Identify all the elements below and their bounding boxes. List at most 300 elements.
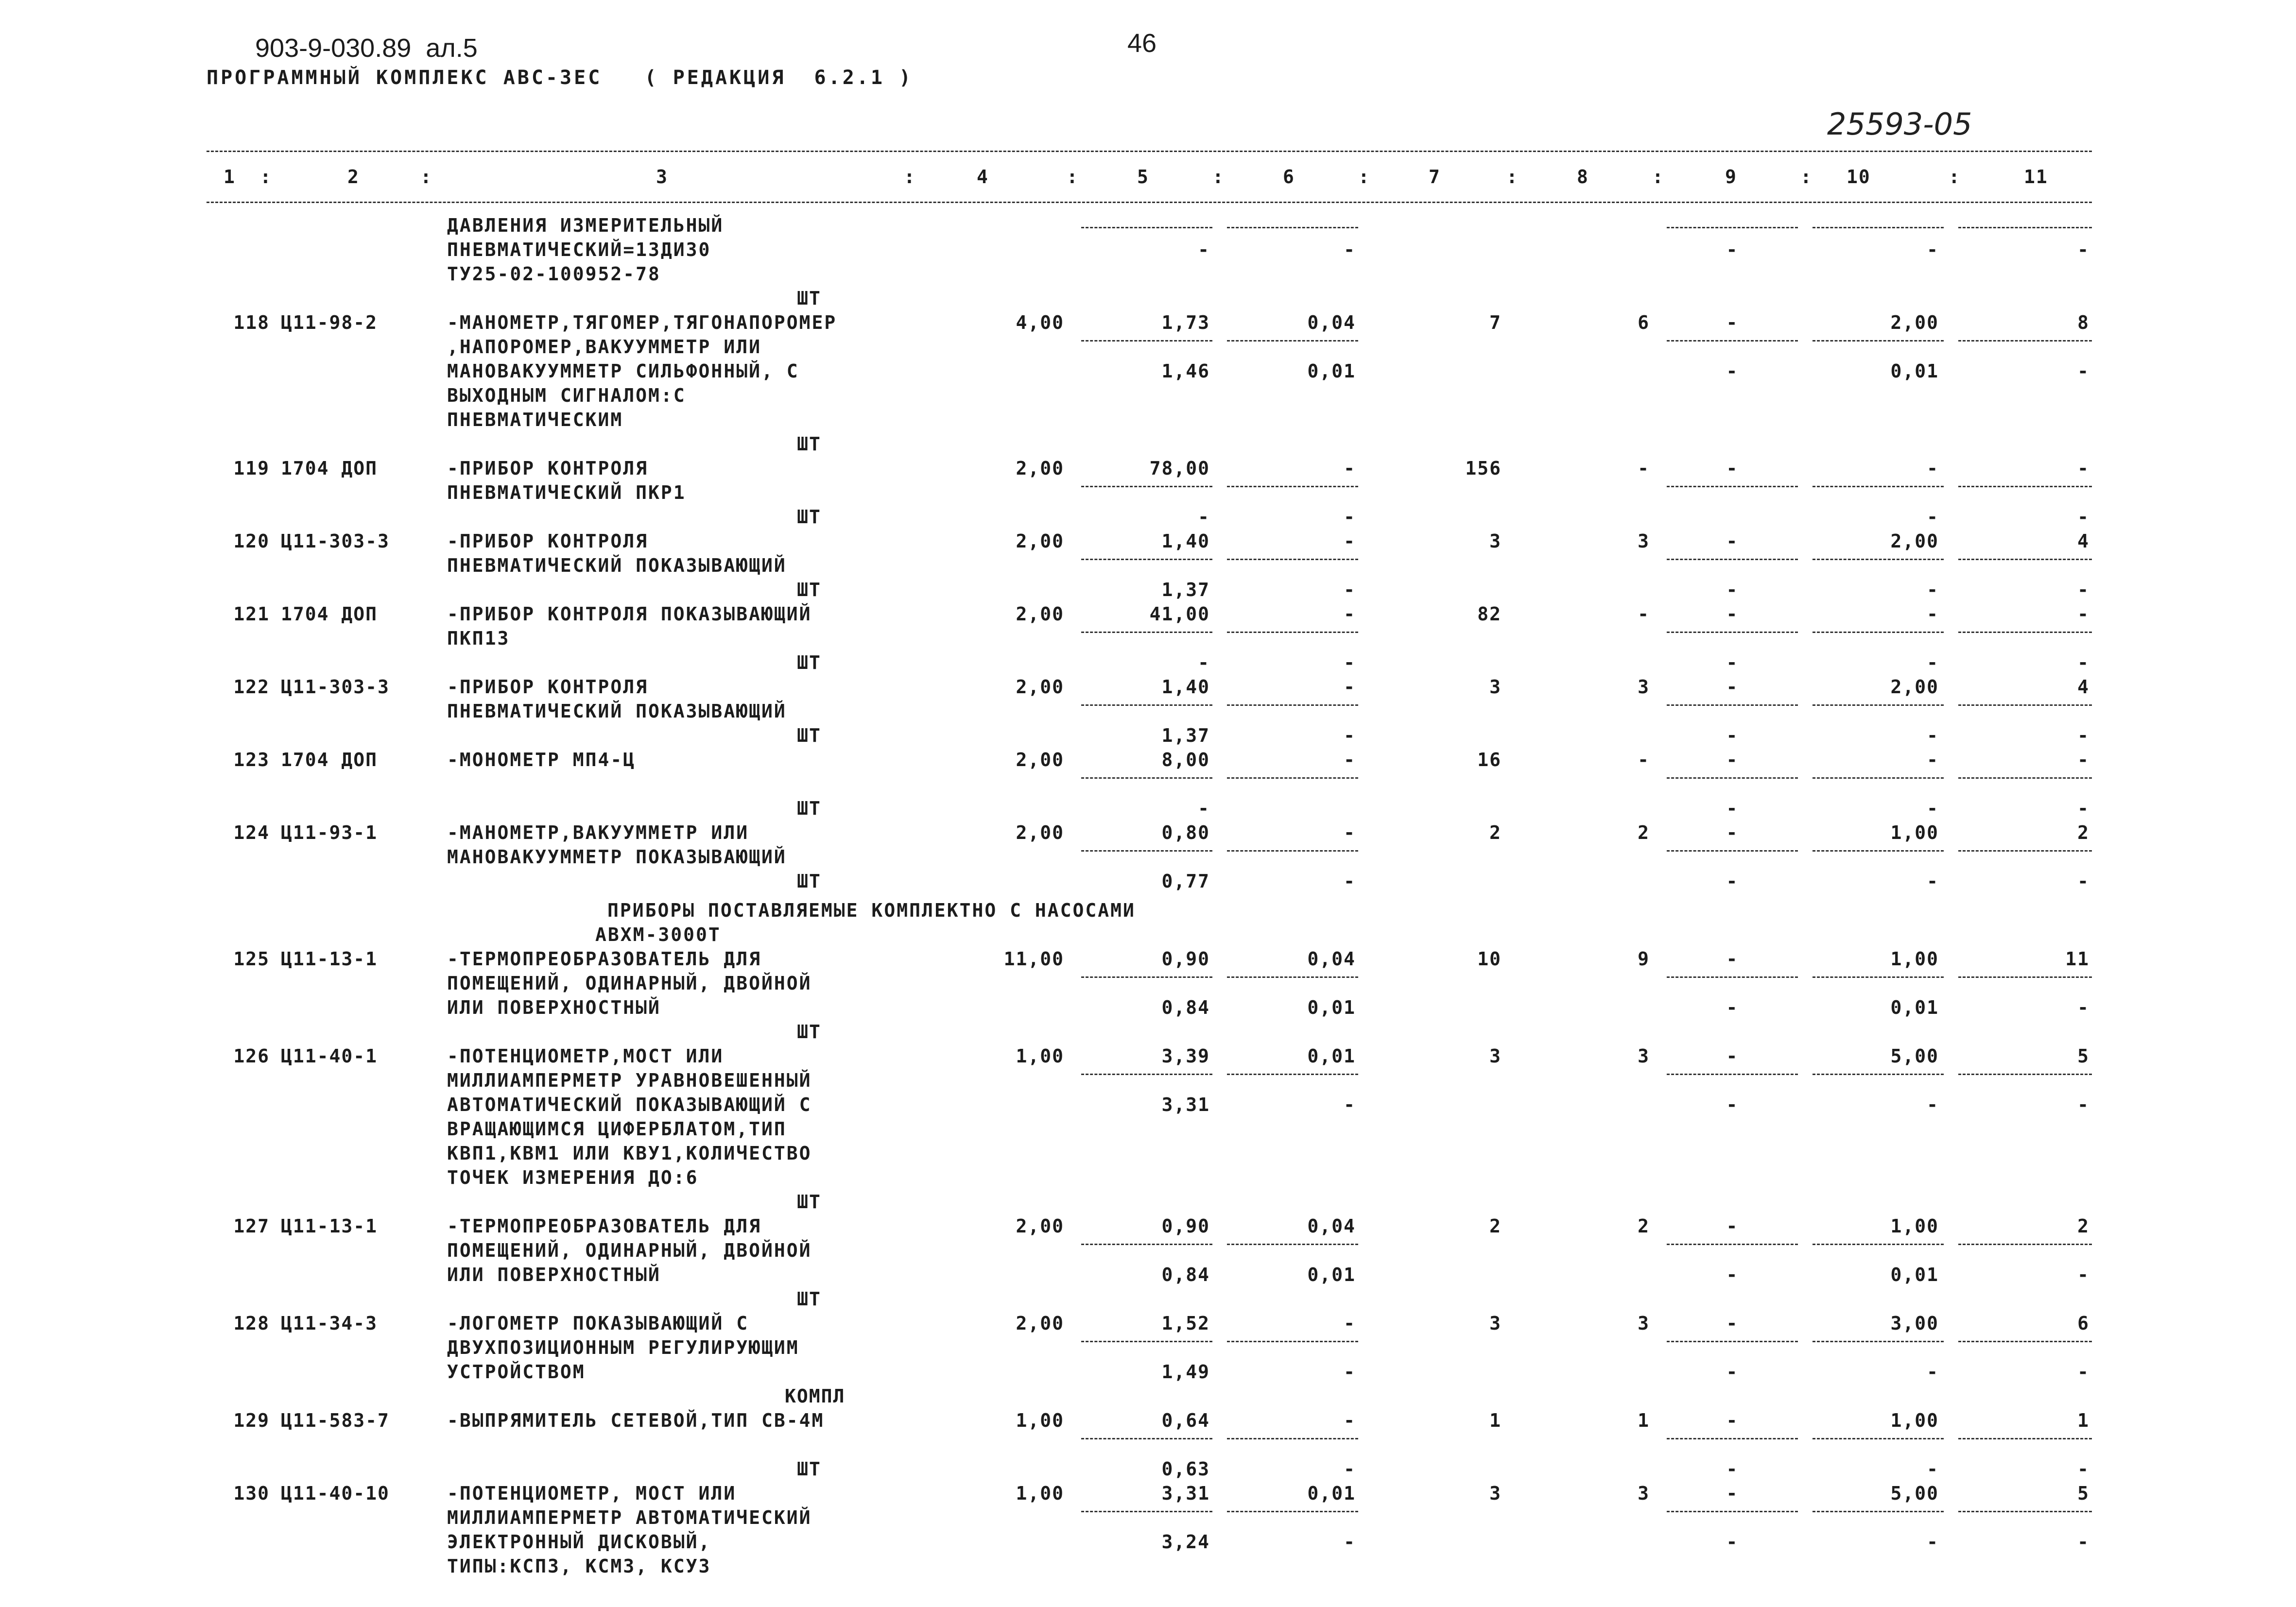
subtotal-dash-line [1081,1438,1212,1439]
cost-value-v10: 1,00 [1890,1410,1939,1431]
subtotal-dash-line [1227,1244,1358,1245]
cost-value-v9: - [1726,312,1739,333]
cost-value-v9: - [1726,1313,1739,1334]
subtotal-dash-line [1813,227,1944,228]
cost-value-v8: 3 [1638,1483,1650,1504]
cost-value-v8: 2 [1638,1215,1650,1237]
subtotal-dash-line [1667,340,1798,342]
row-number: 127 [233,1215,270,1237]
subtotal-dash-line [1081,777,1212,779]
unit-of-measure: ШТ [797,1191,821,1213]
cost-value-v5: 0,90 [1161,948,1210,970]
column-separator: : [1652,166,1664,188]
item-description-line: ПОМЕЩЕНИЙ, ОДИНАРНЫЙ, ДВОЙНОЙ [447,1240,812,1261]
item-description-line: МАНОВАКУУММЕТР ПОКАЗЫВАЮЩИЙ [447,846,787,868]
base-cost-value: - [1726,579,1739,600]
base-cost-value: - [1726,239,1739,260]
cost-value-v7: 3 [1489,1313,1502,1334]
rate-code: Ц11-303-3 [281,530,390,552]
cost-value-v8: 3 [1638,530,1650,552]
base-cost-value: 0,84 [1161,1264,1210,1285]
cost-value-v11: 2 [2077,822,2089,843]
base-cost-value: 0,01 [1890,1264,1939,1285]
column-number: 7 [1429,166,1441,188]
base-cost-value: - [1726,1531,1739,1553]
base-cost-value: 0,01 [1307,1264,1356,1285]
cost-value-v8: 2 [1638,822,1650,843]
subtotal-dash-line [1081,850,1212,852]
cost-value-v6: - [1344,749,1356,770]
rate-code: 1704 ДОП [281,458,378,479]
cost-value-v9: - [1726,749,1739,770]
base-cost-value: - [1198,239,1210,260]
item-description-line: ВЫХОДНЫМ СИГНАЛОМ:С [447,385,686,406]
cost-value-v7: 7 [1489,312,1502,333]
column-number: 9 [1725,166,1737,188]
subtotal-dash-line [1813,976,1944,978]
subtotal-dash-line [1667,976,1798,978]
cost-value-v10: 1,00 [1890,948,1939,970]
subtotal-dash-line [1667,704,1798,706]
subtotal-dash-line [1081,1074,1212,1075]
subtotal-dash-line [1081,486,1212,487]
item-description-line: ДАВЛЕНИЯ ИЗМЕРИТЕЛЬНЫЙ [447,215,724,236]
item-description-line: ПНЕВМАТИЧЕСКИЙ ПОКАЗЫВАЮЩИЙ [447,701,787,722]
subtotal-dash-line [1813,1438,1944,1439]
cost-value-v11: 5 [2077,1483,2089,1504]
base-cost-value: - [2077,798,2089,819]
base-cost-value: - [1927,1094,1939,1115]
base-cost-value: - [1927,506,1939,528]
item-description-line: ТОЧЕК ИЗМЕРЕНИЯ ДО:6 [447,1167,699,1188]
subtotal-dash-line [1958,976,2092,978]
base-cost-value: 0,84 [1161,997,1210,1018]
subtotal-dash-line [1813,1341,1944,1342]
base-cost-value: - [2077,652,2089,673]
subtotal-dash-line [1227,976,1358,978]
column-separator: : [904,166,916,188]
cost-value-v10: 2,00 [1890,530,1939,552]
base-cost-value: 0,01 [1890,997,1939,1018]
unit-of-measure: ШТ [797,871,821,892]
cost-value-v9: - [1726,1410,1739,1431]
cost-value-v4: 2,00 [1016,530,1064,552]
item-description-line: ВРАЩАЮЩИМСЯ ЦИФЕРБЛАТОМ,ТИП [447,1118,787,1140]
base-cost-value: - [1927,652,1939,673]
column-number: 1 [224,166,236,188]
unit-of-measure: ШТ [797,1021,821,1043]
base-cost-value: - [2077,1458,2089,1480]
base-cost-value: - [1927,579,1939,600]
cost-value-v7: 10 [1477,948,1502,970]
cost-value-v10: - [1927,458,1939,479]
base-cost-value: - [1726,798,1739,819]
item-description-line: -ПРИБОР КОНТРОЛЯ [447,530,649,552]
cost-value-v4: 2,00 [1016,1215,1064,1237]
base-cost-value: 1,37 [1161,725,1210,746]
row-number: 128 [233,1313,270,1334]
base-cost-value: - [1726,1458,1739,1480]
cost-value-v8: 3 [1638,676,1650,698]
cost-value-v6: - [1344,603,1356,625]
rate-code: Ц11-93-1 [281,822,378,843]
cost-value-v9: - [1726,1215,1739,1237]
base-cost-value: - [2077,1094,2089,1115]
subtotal-dash-line [1813,340,1944,342]
base-cost-value: - [2077,1264,2089,1285]
subtotal-dash-line [1958,227,2092,228]
subtotal-dash-line [1958,850,2092,852]
row-number: 124 [233,822,270,843]
cost-value-v5: 8,00 [1161,749,1210,770]
item-description-line: КВП1,КВМ1 ИЛИ КВУ1,КОЛИЧЕСТВО [447,1143,812,1164]
subtotal-dash-line [1227,1074,1358,1075]
column-separator: : [1949,166,1961,188]
subtotal-dash-line [1081,704,1212,706]
cost-value-v6: 0,04 [1307,312,1356,333]
cost-value-v5: 41,00 [1149,603,1210,625]
item-description-line: ЭЛЕКТРОННЫЙ ДИСКОВЫЙ, [447,1531,711,1553]
cost-value-v4: 2,00 [1016,458,1064,479]
base-cost-value: - [1726,997,1739,1018]
subtotal-dash-line [1227,1438,1358,1439]
column-number: 5 [1137,166,1149,188]
cost-value-v10: - [1927,749,1939,770]
cost-value-v5: 3,31 [1161,1483,1210,1504]
item-description-line: -ПРИБОР КОНТРОЛЯ [447,458,649,479]
header-rule-top [207,151,2092,152]
subtotal-dash-line [1667,486,1798,487]
cost-value-v6: 0,04 [1307,1215,1356,1237]
subtotal-dash-line [1813,1511,1944,1512]
item-description-line: -ПОТЕНЦИОМЕТР,МОСТ ИЛИ [447,1045,724,1067]
cost-value-v4: 2,00 [1016,822,1064,843]
cost-value-v4: 2,00 [1016,1313,1064,1334]
base-cost-value: - [1726,725,1739,746]
item-description-line: -ЛОГОМЕТР ПОКАЗЫВАЮЩИЙ С [447,1313,749,1334]
subtotal-dash-line [1227,559,1358,560]
unit-of-measure: ШТ [797,1458,821,1480]
subtotal-dash-line [1667,632,1798,633]
base-cost-value: - [2077,1531,2089,1553]
base-cost-value: 0,77 [1161,871,1210,892]
base-cost-value: - [2077,871,2089,892]
base-cost-value: 0,63 [1161,1458,1210,1480]
base-cost-value: - [1927,1531,1939,1553]
cost-value-v7: 3 [1489,530,1502,552]
column-number: 2 [347,166,360,188]
subtotal-dash-line [1813,850,1944,852]
cost-value-v10: 2,00 [1890,312,1939,333]
subtotal-dash-line [1227,227,1358,228]
subtotal-dash-line [1813,704,1944,706]
item-description-line: ИЛИ ПОВЕРХНОСТНЫЙ [447,997,661,1018]
column-separator: : [1067,166,1079,188]
base-cost-value: - [1726,1094,1739,1115]
row-number: 121 [233,603,270,625]
subtotal-dash-line [1081,632,1212,633]
subtotal-dash-line [1081,1511,1212,1512]
base-cost-value: - [2077,239,2089,260]
base-cost-value: - [1927,1458,1939,1480]
subtotal-dash-line [1667,850,1798,852]
item-description-line: -ВЫПРЯМИТЕЛЬ СЕТЕВОЙ,ТИП СВ-4М [447,1410,825,1431]
header-rule-bottom [207,202,2092,203]
document-code: 903-9-030.89 ал.5 [255,34,478,63]
row-number: 118 [233,312,270,333]
cost-value-v4: 1,00 [1016,1483,1064,1504]
cost-value-v4: 2,00 [1016,603,1064,625]
rate-code: Ц11-40-1 [281,1045,378,1067]
item-description-line: ТУ25-02-100952-78 [447,263,661,285]
cost-value-v6: - [1344,458,1356,479]
cost-value-v9: - [1726,458,1739,479]
cost-value-v6: - [1344,530,1356,552]
column-separator: : [1358,166,1370,188]
row-number: 129 [233,1410,270,1431]
item-description-line: -ТЕРМОПРЕОБРАЗОВАТЕЛЬ ДЛЯ [447,948,761,970]
base-cost-value: - [2077,1361,2089,1383]
cost-value-v5: 1,52 [1161,1313,1210,1334]
column-separator: : [1800,166,1813,188]
item-description-line: ПОМЕЩЕНИЙ, ОДИНАРНЫЙ, ДВОЙНОЙ [447,973,812,994]
item-description-line: ТИПЫ:КСП3, КСМ3, КСУ3 [447,1556,711,1577]
cost-value-v5: 1,40 [1161,676,1210,698]
subtotal-dash-line [1958,486,2092,487]
cost-value-v7: 3 [1489,676,1502,698]
base-cost-value: - [1344,506,1356,528]
cost-value-v11: - [2077,749,2089,770]
rate-code: Ц11-303-3 [281,676,390,698]
cost-value-v11: 11 [2065,948,2089,970]
cost-value-v4: 1,00 [1016,1410,1064,1431]
cost-value-v7: 2 [1489,1215,1502,1237]
base-cost-value: - [1927,239,1939,260]
row-number: 123 [233,749,270,770]
item-description-line: -МОНОМЕТР МП4-Ц [447,749,636,770]
subtotal-dash-line [1813,1074,1944,1075]
cost-value-v8: 3 [1638,1045,1650,1067]
base-cost-value: - [1726,1361,1739,1383]
subtotal-dash-line [1227,340,1358,342]
cost-value-v10: 5,00 [1890,1483,1939,1504]
item-description-line: -МАНОМЕТР,ВАКУУММЕТР ИЛИ [447,822,749,843]
base-cost-value: - [1344,1458,1356,1480]
cost-value-v5: 1,40 [1161,530,1210,552]
subtotal-dash-line [1227,632,1358,633]
base-cost-value: - [2077,579,2089,600]
cost-value-v7: 3 [1489,1483,1502,1504]
item-description-line: ПКП13 [447,628,510,649]
base-cost-value: - [1927,1361,1939,1383]
section-title: ПРИБОРЫ ПОСТАВЛЯЕМЫЕ КОМПЛЕКТНО С НАСОСАМИ [607,900,1136,921]
rate-code: 1704 ДОП [281,749,378,770]
cost-value-v8: 6 [1638,312,1650,333]
subtotal-dash-line [1081,1244,1212,1245]
base-cost-value: - [1344,871,1356,892]
base-cost-value: 0,01 [1890,360,1939,382]
cost-value-v10: 2,00 [1890,676,1939,698]
item-description-line: -ТЕРМОПРЕОБРАЗОВАТЕЛЬ ДЛЯ [447,1215,761,1237]
item-description-line: МАНОВАКУУММЕТР СИЛЬФОННЫЙ, С [447,360,799,382]
cost-value-v9: - [1726,676,1739,698]
base-cost-value: 0,01 [1307,360,1356,382]
unit-of-measure: КОМПЛ [785,1385,846,1407]
item-description-line: ДВУХПОЗИЦИОННЫМ РЕГУЛИРУЮЩИМ [447,1337,799,1358]
item-description-line: ПНЕВМАТИЧЕСКИЙ=13ДИ30 [447,239,711,260]
cost-value-v7: 156 [1465,458,1502,479]
base-cost-value: - [1927,798,1939,819]
program-caption: ПРОГРАММНЫЙ КОМПЛЕКС АВС-3ЕС ( РЕДАКЦИЯ 6.2.1 ) [207,67,914,89]
subtotal-dash-line [1958,1341,2092,1342]
cost-value-v8: 3 [1638,1313,1650,1334]
base-cost-value: - [1927,871,1939,892]
cost-value-v6: - [1344,676,1356,698]
cost-value-v6: 0,01 [1307,1483,1356,1504]
cost-value-v4: 4,00 [1016,312,1064,333]
cost-value-v4: 11,00 [1003,948,1064,970]
subtotal-dash-line [1667,227,1798,228]
subtotal-dash-line [1958,704,2092,706]
subtotal-dash-line [1813,1244,1944,1245]
subtotal-dash-line [1667,1074,1798,1075]
rate-code: Ц11-40-10 [281,1483,390,1504]
column-separator: : [260,166,272,188]
section-title: АВХМ-3000Т [595,924,721,945]
cost-value-v11: 4 [2077,530,2089,552]
cost-value-v10: 5,00 [1890,1045,1939,1067]
item-description-line: УСТРОЙСТВОМ [447,1361,586,1383]
cost-value-v10: - [1927,603,1939,625]
column-number: 10 [1847,166,1871,188]
base-cost-value: - [1198,798,1210,819]
base-cost-value: 1,37 [1161,579,1210,600]
subtotal-dash-line [1227,777,1358,779]
cost-value-v4: 2,00 [1016,749,1064,770]
column-number: 6 [1283,166,1295,188]
base-cost-value: 0,01 [1307,997,1356,1018]
cost-value-v8: 1 [1638,1410,1650,1431]
column-number: 11 [2024,166,2048,188]
cost-value-v6: - [1344,1410,1356,1431]
cost-value-v9: - [1726,603,1739,625]
cost-value-v8: - [1638,749,1650,770]
cost-value-v5: 0,64 [1161,1410,1210,1431]
cost-value-v5: 1,73 [1161,312,1210,333]
item-description-line: АВТОМАТИЧЕСКИЙ ПОКАЗЫВАЮЩИЙ С [447,1094,812,1115]
unit-of-measure: ШТ [797,433,821,455]
rate-code: Ц11-34-3 [281,1313,378,1334]
page-number: 46 [1127,29,1157,58]
base-cost-value: - [1726,652,1739,673]
subtotal-dash-line [1667,1438,1798,1439]
row-number: 125 [233,948,270,970]
subtotal-dash-line [1081,976,1212,978]
cost-value-v7: 16 [1477,749,1502,770]
subtotal-dash-line [1667,777,1798,779]
cost-value-v11: - [2077,603,2089,625]
unit-of-measure: ШТ [797,652,821,673]
cost-value-v5: 0,80 [1161,822,1210,843]
subtotal-dash-line [1227,850,1358,852]
item-description-line: ПНЕВМАТИЧЕСКИМ [447,409,623,430]
subtotal-dash-line [1813,632,1944,633]
subtotal-dash-line [1081,559,1212,560]
base-cost-value: - [1344,1094,1356,1115]
subtotal-dash-line [1958,1511,2092,1512]
item-description-line: МИЛЛИАМПЕРМЕТР УРАВНОВЕШЕННЫЙ [447,1070,812,1091]
cost-value-v10: 3,00 [1890,1313,1939,1334]
cost-value-v11: 5 [2077,1045,2089,1067]
base-cost-value: - [1726,1264,1739,1285]
base-cost-value: 1,49 [1161,1361,1210,1383]
rate-code: 1704 ДОП [281,603,378,625]
item-description-line: -ПОТЕНЦИОМЕТР, МОСТ ИЛИ [447,1483,737,1504]
base-cost-value: - [1344,579,1356,600]
cost-value-v6: 0,01 [1307,1045,1356,1067]
column-separator: : [1212,166,1225,188]
cost-value-v4: 2,00 [1016,676,1064,698]
cost-value-v6: 0,04 [1307,948,1356,970]
cost-value-v8: 9 [1638,948,1650,970]
subtotal-dash-line [1081,1341,1212,1342]
row-number: 119 [233,458,270,479]
cost-value-v11: 4 [2077,676,2089,698]
column-number: 8 [1577,166,1589,188]
cost-value-v9: - [1726,530,1739,552]
subtotal-dash-line [1227,1341,1358,1342]
subtotal-dash-line [1813,486,1944,487]
cost-value-v5: 78,00 [1149,458,1210,479]
cost-value-v8: - [1638,458,1650,479]
base-cost-value: 1,46 [1161,360,1210,382]
rate-code: Ц11-583-7 [281,1410,390,1431]
cost-value-v9: - [1726,822,1739,843]
base-cost-value: - [1344,1531,1356,1553]
subtotal-dash-line [1081,227,1212,228]
subtotal-dash-line [1667,1244,1798,1245]
base-cost-value: - [1344,239,1356,260]
base-cost-value: - [2077,725,2089,746]
base-cost-value: - [1344,725,1356,746]
cost-value-v10: 1,00 [1890,1215,1939,1237]
item-description-line: МИЛЛИАМПЕРМЕТР АВТОМАТИЧЕСКИЙ [447,1507,812,1528]
unit-of-measure: ШТ [797,288,821,309]
unit-of-measure: ШТ [797,1288,821,1310]
cost-value-v8: - [1638,603,1650,625]
base-cost-value: - [1726,360,1739,382]
subtotal-dash-line [1813,559,1944,560]
row-number: 120 [233,530,270,552]
item-description-line: -МАНОМЕТР,ТЯГОМЕР,ТЯГОНАПОРОМЕР [447,312,837,333]
subtotal-dash-line [1813,777,1944,779]
item-description-line: ИЛИ ПОВЕРХНОСТНЫЙ [447,1264,661,1285]
column-number: 4 [977,166,989,188]
row-number: 126 [233,1045,270,1067]
inventory-stamp: 25593-05 [1827,106,1972,142]
subtotal-dash-line [1081,340,1212,342]
cost-value-v9: - [1726,1045,1739,1067]
subtotal-dash-line [1958,1074,2092,1075]
subtotal-dash-line [1958,340,2092,342]
item-description-line: ,НАПОРОМЕР,ВАКУУММЕТР ИЛИ [447,336,761,358]
column-number: 3 [656,166,668,188]
cost-value-v11: 8 [2077,312,2089,333]
base-cost-value: - [1198,652,1210,673]
base-cost-value: - [1344,652,1356,673]
subtotal-dash-line [1667,1341,1798,1342]
item-description-line: ПНЕВМАТИЧЕСКИЙ ПОКАЗЫВАЮЩИЙ [447,555,787,576]
